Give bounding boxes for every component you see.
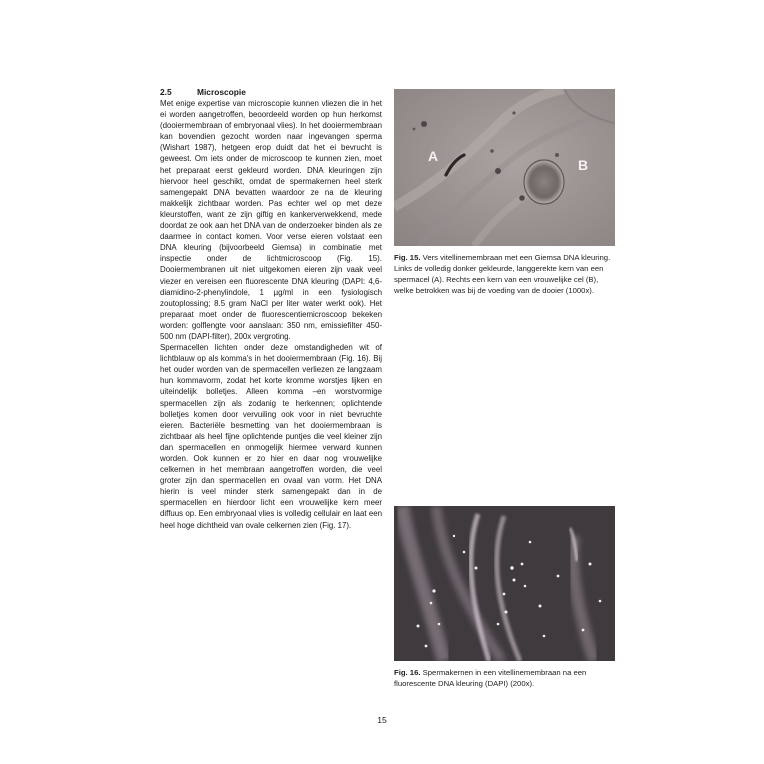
- label-a: A: [428, 148, 439, 164]
- page-number: 15: [377, 715, 387, 725]
- figure-15: [394, 89, 615, 296]
- figure-label: Fig. 15.: [394, 253, 421, 262]
- figure-caption-text: Vers vitellinemembraan met een Giemsa DNA kleuring. Links de volledig donker gekleurde, langgerekte kern van een spermacel (A). Rechts een kern van een vrouwelijke cel (B), welke betrokken was bij de voeding van de dooier (1000x).: [394, 253, 611, 295]
- micrograph-giemsa: [394, 89, 615, 246]
- figure-caption: [394, 252, 615, 296]
- section-heading: [160, 86, 382, 98]
- section-title: Microscopie: [197, 87, 246, 97]
- figure-caption: [394, 667, 615, 689]
- micrograph-dapi: [394, 506, 615, 661]
- section-number: 2.5: [160, 87, 172, 97]
- text-column: [160, 86, 382, 531]
- figure-label: Fig. 16.: [394, 668, 421, 677]
- paragraph: Spermacellen lichten onder deze omstandigheden wit of lichtblauw op als komma's in het dooiermembraan (Fig. 16). Bij het ouder worden van de spermacellen verliezen ze langzaam hun kommavorm, zodat het korte kromme worstjes lijken en uiteindelijk bolletjes. Alleen komma –en worstvormige spermacellen zijn als zodanig te herkennen; oplichtende bolletjes komen door vervuiling ook voor in niet bevruchte eieren. Bacteriële besmetting van het dooiermembraan is zichtbaar als heel fijne oplichtende puntjes die veel kleiner zijn dan spermacellen en onmogelijk hiermee verward kunnen worden. Ook kunnen er zo hier en daar nog vrouwelijke celkernen in het membraan aangetroffen worden, die veel groter zijn dan spermacellen en ovaal van vorm. Het DNA hierin is veel minder sterk samengepakt dan in de spermacellen en hierdoor licht een vrouwelijke kern meer diffuus op. Een embryonaal vlies is volledig cellulair en laat een heel hoge dichtheid van ovale celkernen zien (Fig. 17).: [160, 343, 382, 530]
- label-b: B: [578, 157, 589, 173]
- figure-caption-text: Spermakernen in een vitellinemembraan na een fluorescente DNA kleuring (DAPI) (200x).: [394, 668, 587, 688]
- figure-16: [394, 506, 615, 689]
- paragraph: Met enige expertise van microscopie kunnen vliezen die in het ei worden aangetroffen, beoordeeld worden op hun herkomst (dooiermembraan of embryonaal vlies). In het dooiermembraan kan bovendien gezocht worden naar ingevangen sperma (Wishart 1987), hetgeen erop duidt dat het ei bevrucht is geweest. Om iets onder de microscoop te kunnen zien, moet het preparaat eerst gekleurd worden. DNA kleuringen zijn hiervoor heel geschikt, omdat de spermakernen heel sterk samengepakt DNA bevatten waardoor ze na de kleuring makkelijk zichtbaar worden. Pas echter wel op met deze kleurstoffen, want ze zijn giftig en kankerverwekkend, mede doordat ze ook aan het DNA van de onderzoeker binden als ze daarmee in contact komen. Voor verse eieren volstaat een DNA kleuring (bijvoorbeeld Giemsa) in combinatie met inspectie onder de lichtmicroscoop (Fig. 15). Dooiermembranen uit niet uitgekomen eieren zijn vaak veel viezer en vereisen een fluorescente DNA kleuring (DAPI: 4,6-diamidino-2-phenylindole, 1 µg/ml in een fysiologisch zoutoplossing; 8.5 gram NaCl per liter water werkt ook). Het preparaat moet onder de fluorescentiemicroscoop bekeken worden: golflengte voor aanslaan: 350 nm, emissiefilter 450-500 nm (DAPI-filter), 200x vergroting.: [160, 99, 382, 341]
